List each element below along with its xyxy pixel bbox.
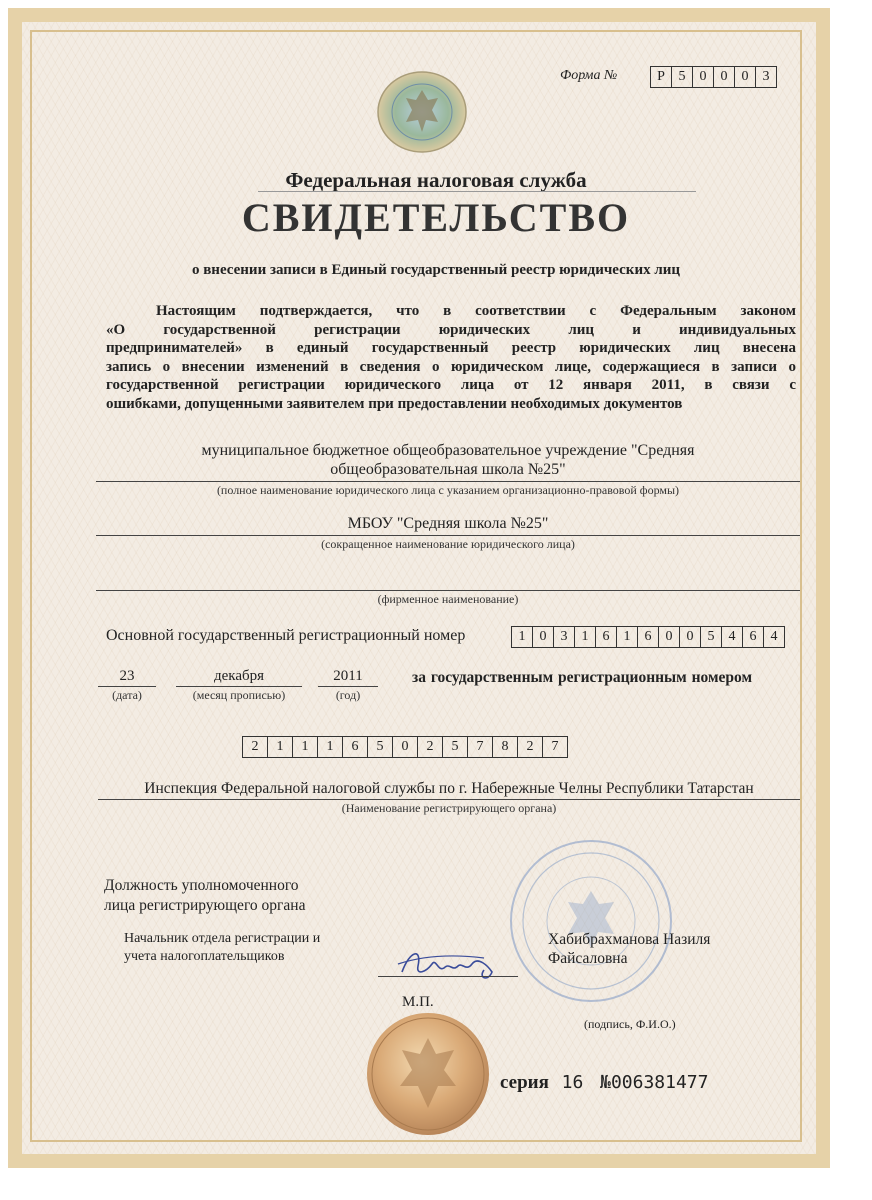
authority-caption: (Наименование регистрирующего органа): [341, 801, 557, 815]
sign-caption: (подпись, Ф.И.О.): [584, 1017, 676, 1031]
firm-name-underline: [96, 590, 800, 591]
body-line: предпринимателей» в единый государственный реестр юридических лиц внесена: [106, 340, 796, 356]
digit-cell: 7: [467, 736, 493, 758]
full-name-line: общеобразовательная школа №25": [330, 461, 566, 478]
document-subtitle: о внесении записи в Единый государственный реестр юридических лиц: [191, 262, 681, 278]
digit-cell: 0: [679, 626, 701, 648]
body-line: Настоящим подтверждается, что в соответствии с Федеральным законом: [156, 303, 796, 319]
ogrn-cells: [511, 626, 785, 648]
digit-cell: 7: [542, 736, 568, 758]
position-label: [104, 876, 305, 916]
series-block: [500, 1072, 708, 1094]
agency-name: Федеральная налоговая служба: [285, 168, 587, 192]
digit-cell: 1: [616, 626, 638, 648]
digit-cell: 0: [734, 66, 756, 88]
body-line: запись о внесении изменений в сведения о юридическом лице, содержащиеся в записи о: [106, 358, 796, 375]
digit-cell: 6: [595, 626, 617, 648]
short-name-underline: [96, 535, 800, 536]
series-label: серия: [500, 1072, 549, 1093]
full-name-underline: [96, 481, 800, 482]
signatory-name: [548, 930, 710, 968]
digit-cell: 1: [511, 626, 533, 648]
position-value-line: учета налогоплательщиков: [124, 949, 285, 964]
digit-cell: 6: [342, 736, 368, 758]
official-stamp-icon: [506, 836, 676, 1006]
signatory-name-line: Файсаловна: [548, 950, 628, 967]
authority-value: Инспекция Федеральной налоговой службы по г. Набережные Челны Республики Татарстан: [144, 780, 754, 797]
date-year-underline: [318, 686, 378, 687]
date-month-underline: [176, 686, 302, 687]
position-label-line: лица регистрирующего органа: [104, 897, 306, 914]
body-line: государственной регистрации юридического лица от 12 января 2011, в связи с: [106, 377, 796, 393]
position-value-line: Начальник отдела регистрации и: [124, 931, 321, 946]
gold-seal-icon: [364, 1010, 492, 1138]
firm-name-caption: (фирменное наименование): [377, 592, 519, 606]
date-year: 2011: [333, 668, 363, 684]
position-value: [124, 930, 320, 966]
series-number: 16: [561, 1072, 584, 1093]
digit-cell: 4: [763, 626, 785, 648]
digit-cell: 0: [692, 66, 714, 88]
digit-cell: 5: [442, 736, 468, 758]
digit-cell: 5: [367, 736, 393, 758]
digit-cell: Р: [650, 66, 672, 88]
serial-number: 006381477: [610, 1072, 709, 1093]
digit-cell: 1: [292, 736, 318, 758]
signatory-name-line: Хабибрахманова Назиля: [548, 931, 711, 948]
date-month-caption: (месяц прописью): [192, 688, 286, 702]
signature-line: [378, 976, 518, 977]
mp-label: М.П.: [402, 994, 434, 1010]
digit-cell: 0: [658, 626, 680, 648]
date-year-caption: (год): [335, 688, 361, 702]
authority-underline: [98, 799, 800, 800]
document-title: СВИДЕТЕЛЬСТВО: [241, 195, 631, 240]
digit-cell: 3: [755, 66, 777, 88]
digit-cell: 2: [517, 736, 543, 758]
full-name-value: [96, 441, 800, 479]
digit-cell: 6: [637, 626, 659, 648]
form-code-cells: [650, 66, 777, 88]
digit-cell: 5: [700, 626, 722, 648]
digit-cell: 3: [553, 626, 575, 648]
date-month: декабря: [213, 668, 265, 684]
serial-prefix: №: [600, 1072, 611, 1093]
full-name-line: муниципальное бюджетное общеобразовательное учреждение "Средняя: [201, 442, 695, 459]
digit-cell: 0: [392, 736, 418, 758]
ogrn-label: Основной государственный регистрационный номер: [106, 627, 466, 644]
date-day: 23: [119, 668, 135, 684]
short-name-caption: (сокращенное наименование юридического лица): [321, 537, 575, 551]
handwritten-signature-icon: [392, 942, 502, 990]
position-label-line: Должность уполномоченного: [104, 877, 299, 894]
digit-cell: 6: [742, 626, 764, 648]
grn-cells: [242, 736, 568, 758]
short-name-value: МБОУ "Средняя школа №25": [347, 515, 549, 532]
agency-underline: [258, 191, 696, 192]
certification-text: [106, 302, 796, 413]
digit-cell: 2: [242, 736, 268, 758]
form-label: Форма №: [560, 68, 618, 83]
body-line: «О государственной регистрации юридических лиц и индивидуальных: [106, 321, 796, 338]
date-day-underline: [98, 686, 156, 687]
digit-cell: 1: [267, 736, 293, 758]
digit-cell: 8: [492, 736, 518, 758]
body-line: ошибками, допущенными заявителем при предоставлении необходимых документов: [106, 395, 683, 412]
digit-cell: 4: [721, 626, 743, 648]
emblem-hologram-icon: [376, 70, 468, 154]
digit-cell: 2: [417, 736, 443, 758]
digit-cell: 0: [532, 626, 554, 648]
digit-cell: 0: [713, 66, 735, 88]
date-day-caption: (дата): [112, 688, 142, 702]
digit-cell: 1: [317, 736, 343, 758]
date-suffix-text: за государственным регистрационным номером: [412, 669, 753, 686]
digit-cell: 5: [671, 66, 693, 88]
digit-cell: 1: [574, 626, 596, 648]
full-name-caption: (полное наименование юридического лица с указанием организационно-правовой формы): [216, 483, 680, 497]
